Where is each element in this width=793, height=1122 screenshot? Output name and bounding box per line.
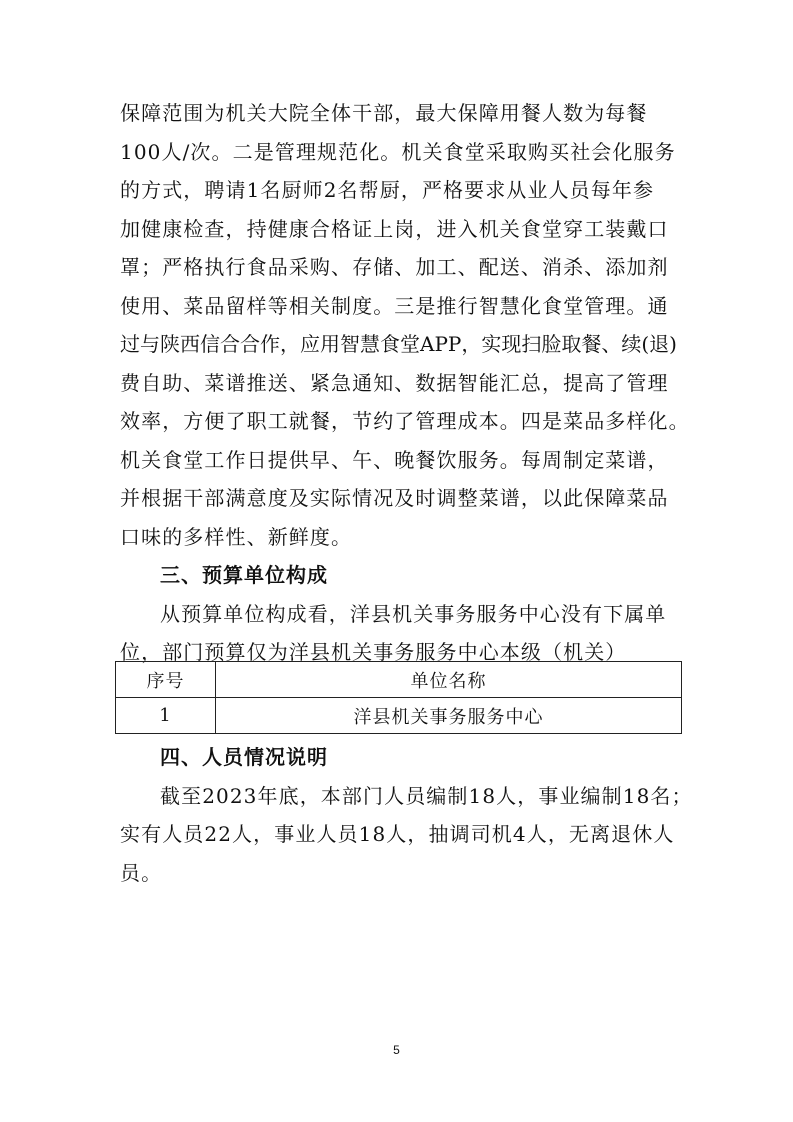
text-line: 员。: [120, 860, 163, 885]
section-heading-budget-units: 三、预算单位构成: [160, 563, 328, 587]
table-cell: 1: [116, 698, 216, 734]
text-line: 位，部门预算仅为洋县机关事务服务中心本级（机关）: [120, 640, 627, 664]
text-line: 截至2023年底，本部门人员编制18人，事业编制18名；: [160, 783, 693, 808]
budget-units-table: [115, 661, 682, 734]
text-line: 保障范围为机关大院全体干部，最大保障用餐人数为每餐: [120, 101, 648, 125]
text-line: 过与陕西信合合作，应用智慧食堂APP，实现扫脸取餐、续(退): [120, 332, 677, 356]
text-line: 从预算单位构成看，洋县机关事务服务中心没有下属单: [160, 601, 667, 626]
text-line: 并根据干部满意度及实际情况及时调整菜谱，以此保障菜品: [120, 486, 669, 510]
text-line: 加健康检查，持健康合格证上岗，进入机关食堂穿工装戴口: [120, 216, 669, 241]
text-line: 使用、菜品留样等相关制度。三是推行智慧化食堂管理。通: [120, 293, 669, 318]
text-line: 100人/次。二是管理规范化。机关食堂采取购买社会化服务: [120, 139, 676, 164]
paragraph-budget-units: [120, 595, 690, 672]
page-content-lower: [120, 738, 693, 892]
section-heading-staff: 四、人员情况说明: [160, 745, 328, 769]
text-line: 效率，方便了职工就餐，节约了管理成本。四是菜品多样化。: [120, 409, 690, 433]
paragraph-staff: [120, 777, 693, 893]
text-line: 口味的多样性、新鲜度。: [120, 524, 353, 549]
table-row: [116, 698, 682, 734]
table-header-row: [116, 662, 682, 698]
text-line: 实有人员22人，事业人员18人，抽调司机4人，无离退休人: [120, 822, 675, 846]
paragraph-canteen-management: [120, 94, 690, 556]
table-header-cell: 单位名称: [216, 662, 682, 698]
table-cell: 洋县机关事务服务中心: [216, 698, 682, 734]
text-line: 的方式，聘请1名厨师2名帮厨，严格要求从业人员每年参: [120, 178, 655, 202]
page-number: 5: [393, 1043, 400, 1057]
text-line: 机关食堂工作日提供早、午、晚餐饮服务。每周制定菜谱，: [120, 447, 669, 472]
text-line: 费自助、菜谱推送、紧急通知、数据智能汇总，提高了管理: [120, 370, 669, 395]
text-line: 罩；严格执行食品采购、存储、加工、配送、消杀、添加剂: [120, 255, 669, 279]
page-content: [120, 94, 690, 672]
table-header-cell: 序号: [116, 662, 216, 698]
